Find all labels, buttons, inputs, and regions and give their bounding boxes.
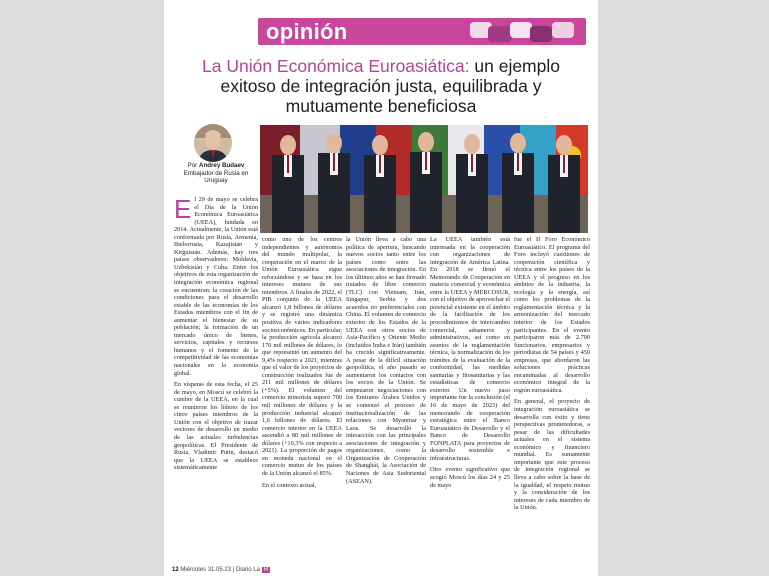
paragraph: En vísperas de esta fecha, el 25 de mayo, en Moscú se celebró la cumbre de la UEEA, en la cual se reunieron los líderes de los cinco países miembros de la Unión con el objetivo de trazar vectores de desarrollo en medio de las actuales turbulencias geopolíticas. El Presidente de Rusia, Vladimir Putin, destacó que la UEEA se establece sistemáticamente: [174, 381, 258, 472]
paragraph: fue el II Foro Económico Euroasiático. El programa del Foro incluyó cuestiones de cooperación científica y técnica entre los países de la UEEA y el progreso en los ámbitos de la industria, la ecología y la energía, así como los problemas de la reglamentación técnica y la armonización del mercado interior de los Estados participantes. En el evento participaron más de 2.700 funcionarios, empresarios y periodistas de 54 países y 450 empresas, que abordaron las soluciones prácticas encaminadas al desarrollo económico integral de la región euroasiática.: [514, 236, 590, 394]
section-banner: [258, 18, 586, 45]
column-4: [430, 236, 510, 568]
column-3: [346, 236, 426, 568]
byline: [172, 162, 260, 185]
author-role: Embajador de Rusia en Uruguay: [183, 169, 249, 185]
paragraph: la Unión lleva a cabo una política de apertura, buscando nuevos socios tanto entre los países como entre las asociaciones de integración. En los últimos años se han firmado tratados de libre comercio (TLC) con Vietnam, Irán, Singapur, Serbia y dos acuerdos no preferenciales con China. El volumen de comercio exterior de los Estados de la UEEA con otros socios de Asia-Pacífico y Oriente Medio (incluidos India e Irán) también ha crecido significativamente. A pesar de la difícil situación geopolítica, el año pasado se aumentaron los contactos con los socios de la Unión. Se empezaron negociaciones con los Emiratos Árabes Unidos y se comenzó el proceso de institucionalización de las relaciones con Myanmar y Laos. Se desarrolló la interacción con las principales asociaciones de integración y organizaciones, como la Organización de Cooperación de Shanghái, la Asociación de Naciones de Asia Sudoriental (ASEAN).: [346, 236, 426, 485]
column-1: [174, 196, 258, 568]
title-rest: un ejemplo exitoso de integración justa, equilibrada y mutuamente beneficiosa: [220, 56, 560, 116]
paragraph: El 29 de mayo se celebra el Día de la Unión Económica Euroasiática (UEEA), fundada en 2014. Actualmente, la Unión está conformada por Rusia, Armenia, Bielorrusia, Kazajistán y Kirguistán. Además, hay tres países observadores: Moldavia, Uzbekistán y Cuba. Entre los objetivos de esta organización de integración económica regional se encuentran: la creación de las condiciones para el desarrollo estable de las economías de los Estados miembros con el fin de aumentar el bienestar de su población; la formación de un mercado único de bienes, servicios, capitales y recursos humanos y el fomento de la competitividad de las economías nacionales en la economía global.: [174, 196, 258, 377]
column-5: [514, 236, 590, 568]
paper-name: Diario La: [235, 567, 260, 573]
newspaper-page: [164, 0, 598, 576]
page-footer: [172, 567, 592, 573]
speech-bubbles-icon: [466, 20, 578, 42]
paragraph: como uno de los centros independientes y autónomos del mundo multipolar, la cooperación en el marco de la Unión Euroasiática sigue reforzándose y se basa en los intereses mutuos de sus miembros. A finales de 2022, el PIB conjunto de la UEEA alcanzó 1,8 billones de dólares y se registró una dinámica positiva de varios indicadores socioeconómicos. En particular, la producción agrícola alcanzó 170 mil millones de dólares, lo que representó un aumento del 9,4% respecto a 2021, mientras que el valor de los proyectos de construcción realizados fue de 211 mil millones de dólares (+5%). El volumen del comercio minorista superó 700 mil millones de dólares y la producción industrial alcanzó 1,6 billones de dólares. El comercio interior en la UEEA ascendió a 80 mil millones de dólares (+10,3% con respecto a 2021). La proporción de pagos en moneda nacional en el comercio mutuo de los países de la Unión alcanzó el 85%.: [262, 236, 342, 477]
paragraph: Otro evento significativo que acogió Moscú los días 24 y 25 de mayo: [430, 466, 510, 489]
footer-date: Miércoles 31.05.23 |: [180, 567, 235, 573]
column-2: [262, 236, 342, 568]
section-label: opinión: [266, 19, 348, 44]
page-number: 12: [172, 567, 179, 573]
article-body: [174, 196, 592, 568]
paper-logo: R: [263, 567, 269, 573]
byline-prefix: Por: [187, 162, 198, 169]
author-name: Andrey Budaev: [198, 162, 245, 169]
title-accent: La Unión Económica Euroasiática:: [202, 56, 470, 76]
paragraph: En el contexto actual,: [262, 481, 317, 489]
article-title: [172, 56, 590, 116]
drop-cap: E: [174, 196, 192, 224]
paragraph: La UEEA también está interesada en la cooperación con organizaciones de integración de América Latina. En 2018 se firmó el Memorando de Cooperación en materia comercial y económica entre la UEEA y MERCOSUR, con el objetivo de aprovechar el potencial existente en el ámbito de la facilitación de los procedimientos de intercambio comercial, aduaneros y administrativos, así como en asuntos de la reglamentación técnica, la normalización de los trámites de la evaluación de la conformidad, las medidas sanitarias y fitosanitarias y las estadísticas de comercio exterior. Un nuevo paso importante fue la conclusión (el 16 de mayo de 2023) del memorando de cooperación estratégica entre el Banco Euroasiático de Desarrollo y el Banco de Desarrollo FONPLATA para proyectos de desarrollo sostenible e infraestructuras.: [430, 236, 510, 462]
author-avatar: [194, 124, 232, 162]
paragraph: En general, el proyecto de integración euroasiática se desarrolla con éxito y tiene perspectivas prometedoras, a pesar de las dificultades actuales en el sistema económico y financiero mundial. Es sumamente importante que este proceso de integración regional se lleva a cabo sobre la base de la igualdad, el respeto mutuo y la consideración de los intereses de cada miembro de la Unión.: [514, 398, 590, 512]
